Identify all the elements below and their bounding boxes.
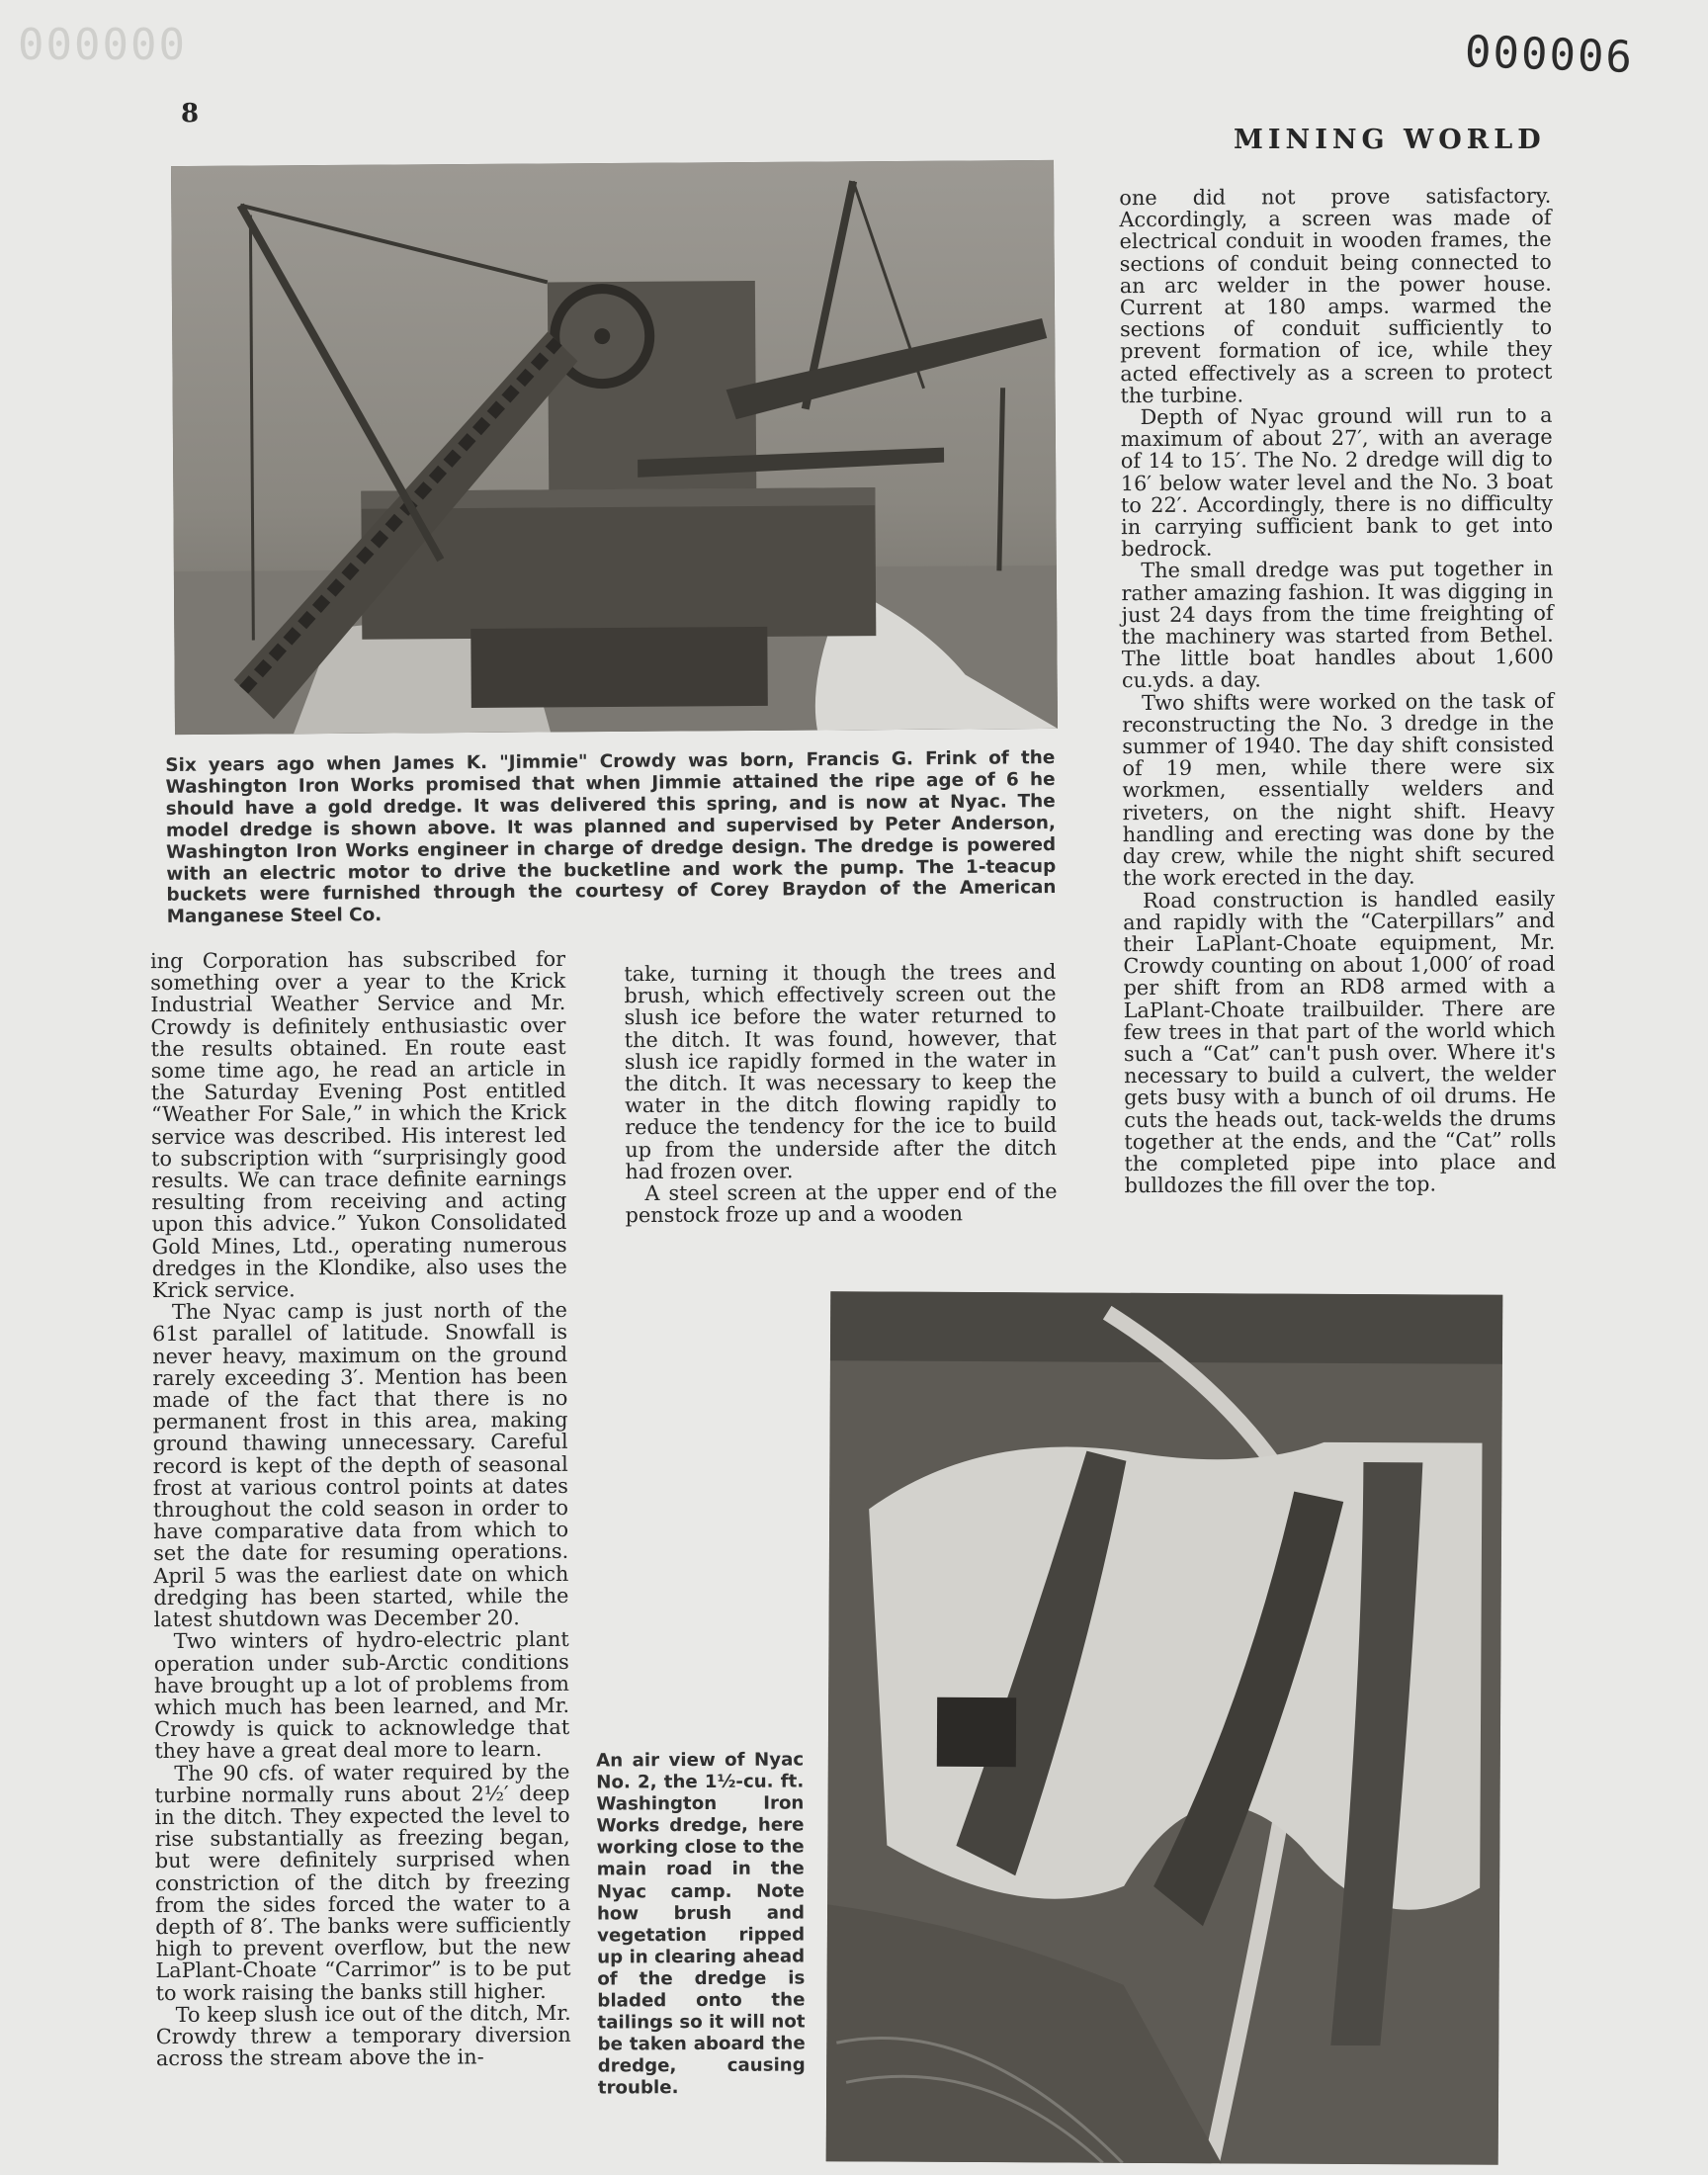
aerial-view-illustration	[826, 1291, 1503, 2165]
stamp-number: 000006	[1464, 27, 1635, 83]
middle-column-text	[624, 961, 1057, 1227]
paragraph: one did not prove satisfactory. Accordingly, a screen was made of electrical conduit in wooden frames, the sections of conduit being connected to an arc welder in the power house. Current at 180 amps. warmed the sections of conduit sufficiently to prevent formation of ice, while they acted effectively as a screen to protect the turbine.	[1119, 183, 1553, 407]
right-column-text	[1119, 185, 1556, 1197]
faint-stamp-number: 000000	[18, 20, 187, 70]
paragraph: The 90 cfs. of water required by the turbine normally runs about 2½′ deep in the ditch. They expected the level to rise substantially as freezing began, but were definitely surprised when constriction of the ditch by freezing from the sides forced the water to a depth of 8′. The banks were sufficiently high to prevent overflow, but the new LaPlant-Choate “Carrimor” is to be put to work raising the banks still higher.	[154, 1759, 571, 2005]
paragraph: The Nyac camp is just north of the 61st parallel of latitude. Snowfall is never heavy, maximum on the ground rarely exceeding 3′. Mention has been made of the fact that there is no permanent frost in this area, making ground thawing unnecessary. Careful record is kept of the depth of seasonal frost at various control points at dates throughout the cold season in order to have comparative data from which to set the date for resuming operations. April 5 was the earliest date on which dredging has been started, while the latest shutdown was December 20.	[152, 1298, 569, 1632]
left-column-text	[150, 948, 571, 2070]
paragraph: A steel screen at the upper end of the penstock froze up and a wooden	[625, 1178, 1058, 1228]
paragraph: Depth of Nyac ground will run to a maximum of about 27′, with an average of 14 to 15′. The No. 2 dredge will dig to 16′ below water level and the No. 3 boat to 22′. Accordingly, there is no difficulty in carrying sufficient bank to get into bedrock.	[1120, 402, 1554, 562]
paragraph: Road construction is handled easily and rapidly with the “Caterpillars” and their LaPlant-Choate equipment, Mr. Crowdy counting on about 1,000′ of road per shift from an RD8 armed with a LaPlant-Choate trailbuilder. There are few trees in that part of the world which such a “Cat” can't push over. Where it's necessary to build a culvert, the welder gets busy with a bunch of oil drums. He cuts the heads out, tack-welds the drums together at the ends, and the “Cat” rolls the completed pipe into place and bulldozes the fill over the top.	[1123, 886, 1557, 1198]
aerial-dredge-photo	[826, 1291, 1503, 2165]
paragraph: take, turning it though the trees and brush, which effectively screen out the slush ice before the water returned to the ditch. It was found, however, that slush ice rapidly formed in the water in the ditch. It was necessary to keep the water in the ditch flowing rapidly to reduce the tendency for the ice to build up from the underside after the ditch had frozen over.	[624, 959, 1058, 1183]
paragraph: The small dredge was put together in rather amazing fashion. It was digging in just 24 days from the time freighting of the machinery was started from Bethel. The little boat handles about 1,600 cu.yds. a day.	[1121, 557, 1554, 693]
figure1-caption: Six years ago when James K. "Jimmie" Crowdy was born, Francis G. Frink of the Washington Iron Works promised that when Jimmie attained the ripe age of 6 he should have a gold dredge. It was delivered this spring, and is now at Nyac. The model dredge is shown above. It was planned and supervised by Peter Anderson, Washington Iron Works engineer in charge of dredge design. The dredge is powered with an electric motor to drive the bucketline and work the pump. The 1-teacup buckets were furnished through the courtesy of Corey Braydon of the American Manganese Steel Co.	[165, 747, 1057, 928]
model-dredge-photo	[171, 160, 1058, 735]
paragraph: To keep slush ice out of the ditch, Mr. Crowdy threw a temporary diversion across the stream above the in-	[155, 2000, 571, 2071]
model-dredge-illustration	[171, 160, 1058, 735]
page-number: 8	[181, 99, 200, 129]
paragraph: Two shifts were worked on the task of reconstructing the No. 3 dredge in the summer of 1940. The day shift consisted of 19 men, while there were six workmen, essentially welders and riveters, on the night shift. Heavy handling and erecting was done by the day crew, while the night shift secured the work erected in the day.	[1122, 688, 1555, 891]
journal-title: MINING WORLD	[1234, 125, 1546, 155]
paragraph: ing Corporation has subscribed for something over a year to the Krick Industrial Weather Service and Mr. Crowdy is definitely enthusiastic over the results obtained. En route east some time ago, he read an article in the Saturday Evening Post entitled “Weather For Sale,” in which the Krick service was described. His interest led to subscription with “surprisingly good results. We can trace definite earnings resulting from receiving and acting upon this advice.” Yukon Consolidated Gold Mines, Ltd., operating numerous dredges in the Klondike, also uses the Krick service.	[150, 946, 567, 1303]
paragraph: Two winters of hydro-electric plant operation under sub-Arctic conditions have brought up a lot of problems from which much has been learned, and Mr. Crowdy is quick to acknowledge that they have a great deal more to learn.	[153, 1627, 570, 1764]
figure2-caption: An air view of Nyac No. 2, the 1½-cu. ft. Washington Iron Works dredge, here working close to the main road in the Nyac camp. Note how brush and vegetation ripped up in clearing ahead of the dredge is bladed onto the tailings so it will not be taken aboard the dredge, causing trouble.	[596, 1749, 806, 2099]
